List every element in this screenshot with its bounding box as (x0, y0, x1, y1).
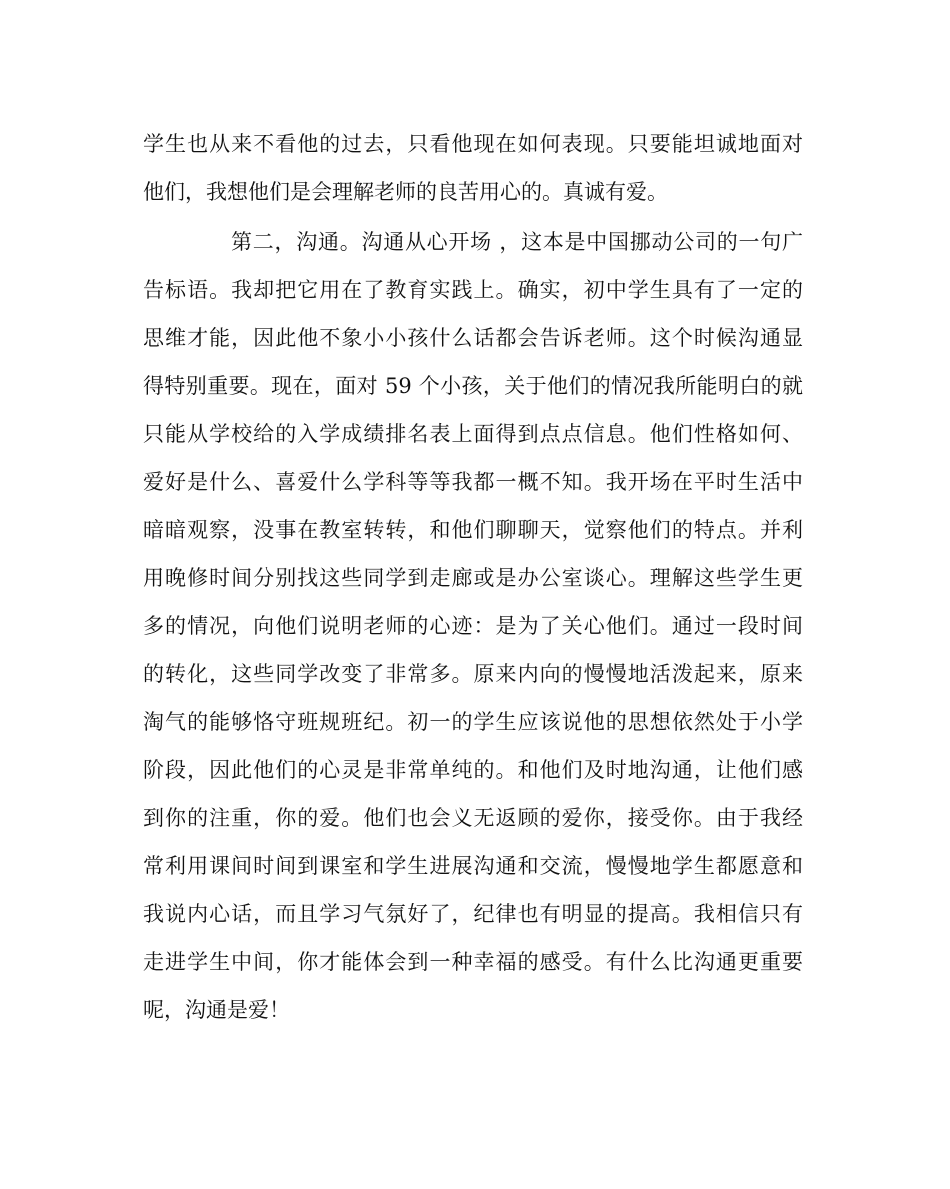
text-line: 呢，沟通是爱！ (143, 998, 290, 1022)
text-line: 第二，沟通。沟通从心开场 ，这本是中国挪动公司的一句广 (231, 230, 803, 254)
text-line: 暗暗观察，没事在教室转转，和他们聊聊天，觉察他们的特点。并利 (143, 518, 803, 542)
text-line: 爱好是什么、喜爱什么学科等等我都一概不知。我开场在平时生活中 (143, 470, 803, 494)
text-line: 思维才能，因此他不象小小孩什么话都会告诉老师。这个时候沟通显 (143, 326, 803, 350)
text-line: 的转化，这些同学改变了非常多。原来内向的慢慢地活泼起来，原来 (143, 662, 803, 686)
text-line: 我说内心话，而且学习气氛好了，纪律也有明显的提高。我相信只有 (143, 902, 803, 926)
text-line: 他们，我想他们是会理解老师的良苦用心的。真诚有爱。 (143, 180, 668, 204)
text-line: 得特别重要。现在，面对 59 个小孩，关于他们的情况我所能明白的就 (143, 374, 803, 398)
text-line: 到你的注重，你的爱。他们也会义无返顾的爱你，接受你。由于我经 (143, 806, 803, 830)
text-line: 走进学生中间，你才能体会到一种幸福的感受。有什么比沟通更重要 (143, 950, 803, 974)
text-line: 用晚修时间分别找这些同学到走廊或是办公室谈心。理解这些学生更 (143, 566, 803, 590)
text-line: 常利用课间时间到课室和学生进展沟通和交流，慢慢地学生都愿意和 (143, 854, 803, 878)
text-line: 淘气的能够恪守班规班纪。初一的学生应该说他的思想依然处于小学 (143, 710, 803, 734)
text-line: 学生也从来不看他的过去，只看他现在如何表现。只要能坦诚地面对 (143, 132, 803, 156)
text-line: 阶段，因此他们的心灵是非常单纯的。和他们及时地沟通，让他们感 (143, 758, 803, 782)
text-line: 告标语。我却把它用在了教育实践上。确实，初中学生具有了一定的 (143, 278, 803, 302)
text-line: 多的情况，向他们说明老师的心迹：是为了关心他们。通过一段时间 (143, 614, 803, 638)
text-line: 只能从学校给的入学成绩排名表上面得到点点信息。他们性格如何、 (143, 422, 803, 446)
